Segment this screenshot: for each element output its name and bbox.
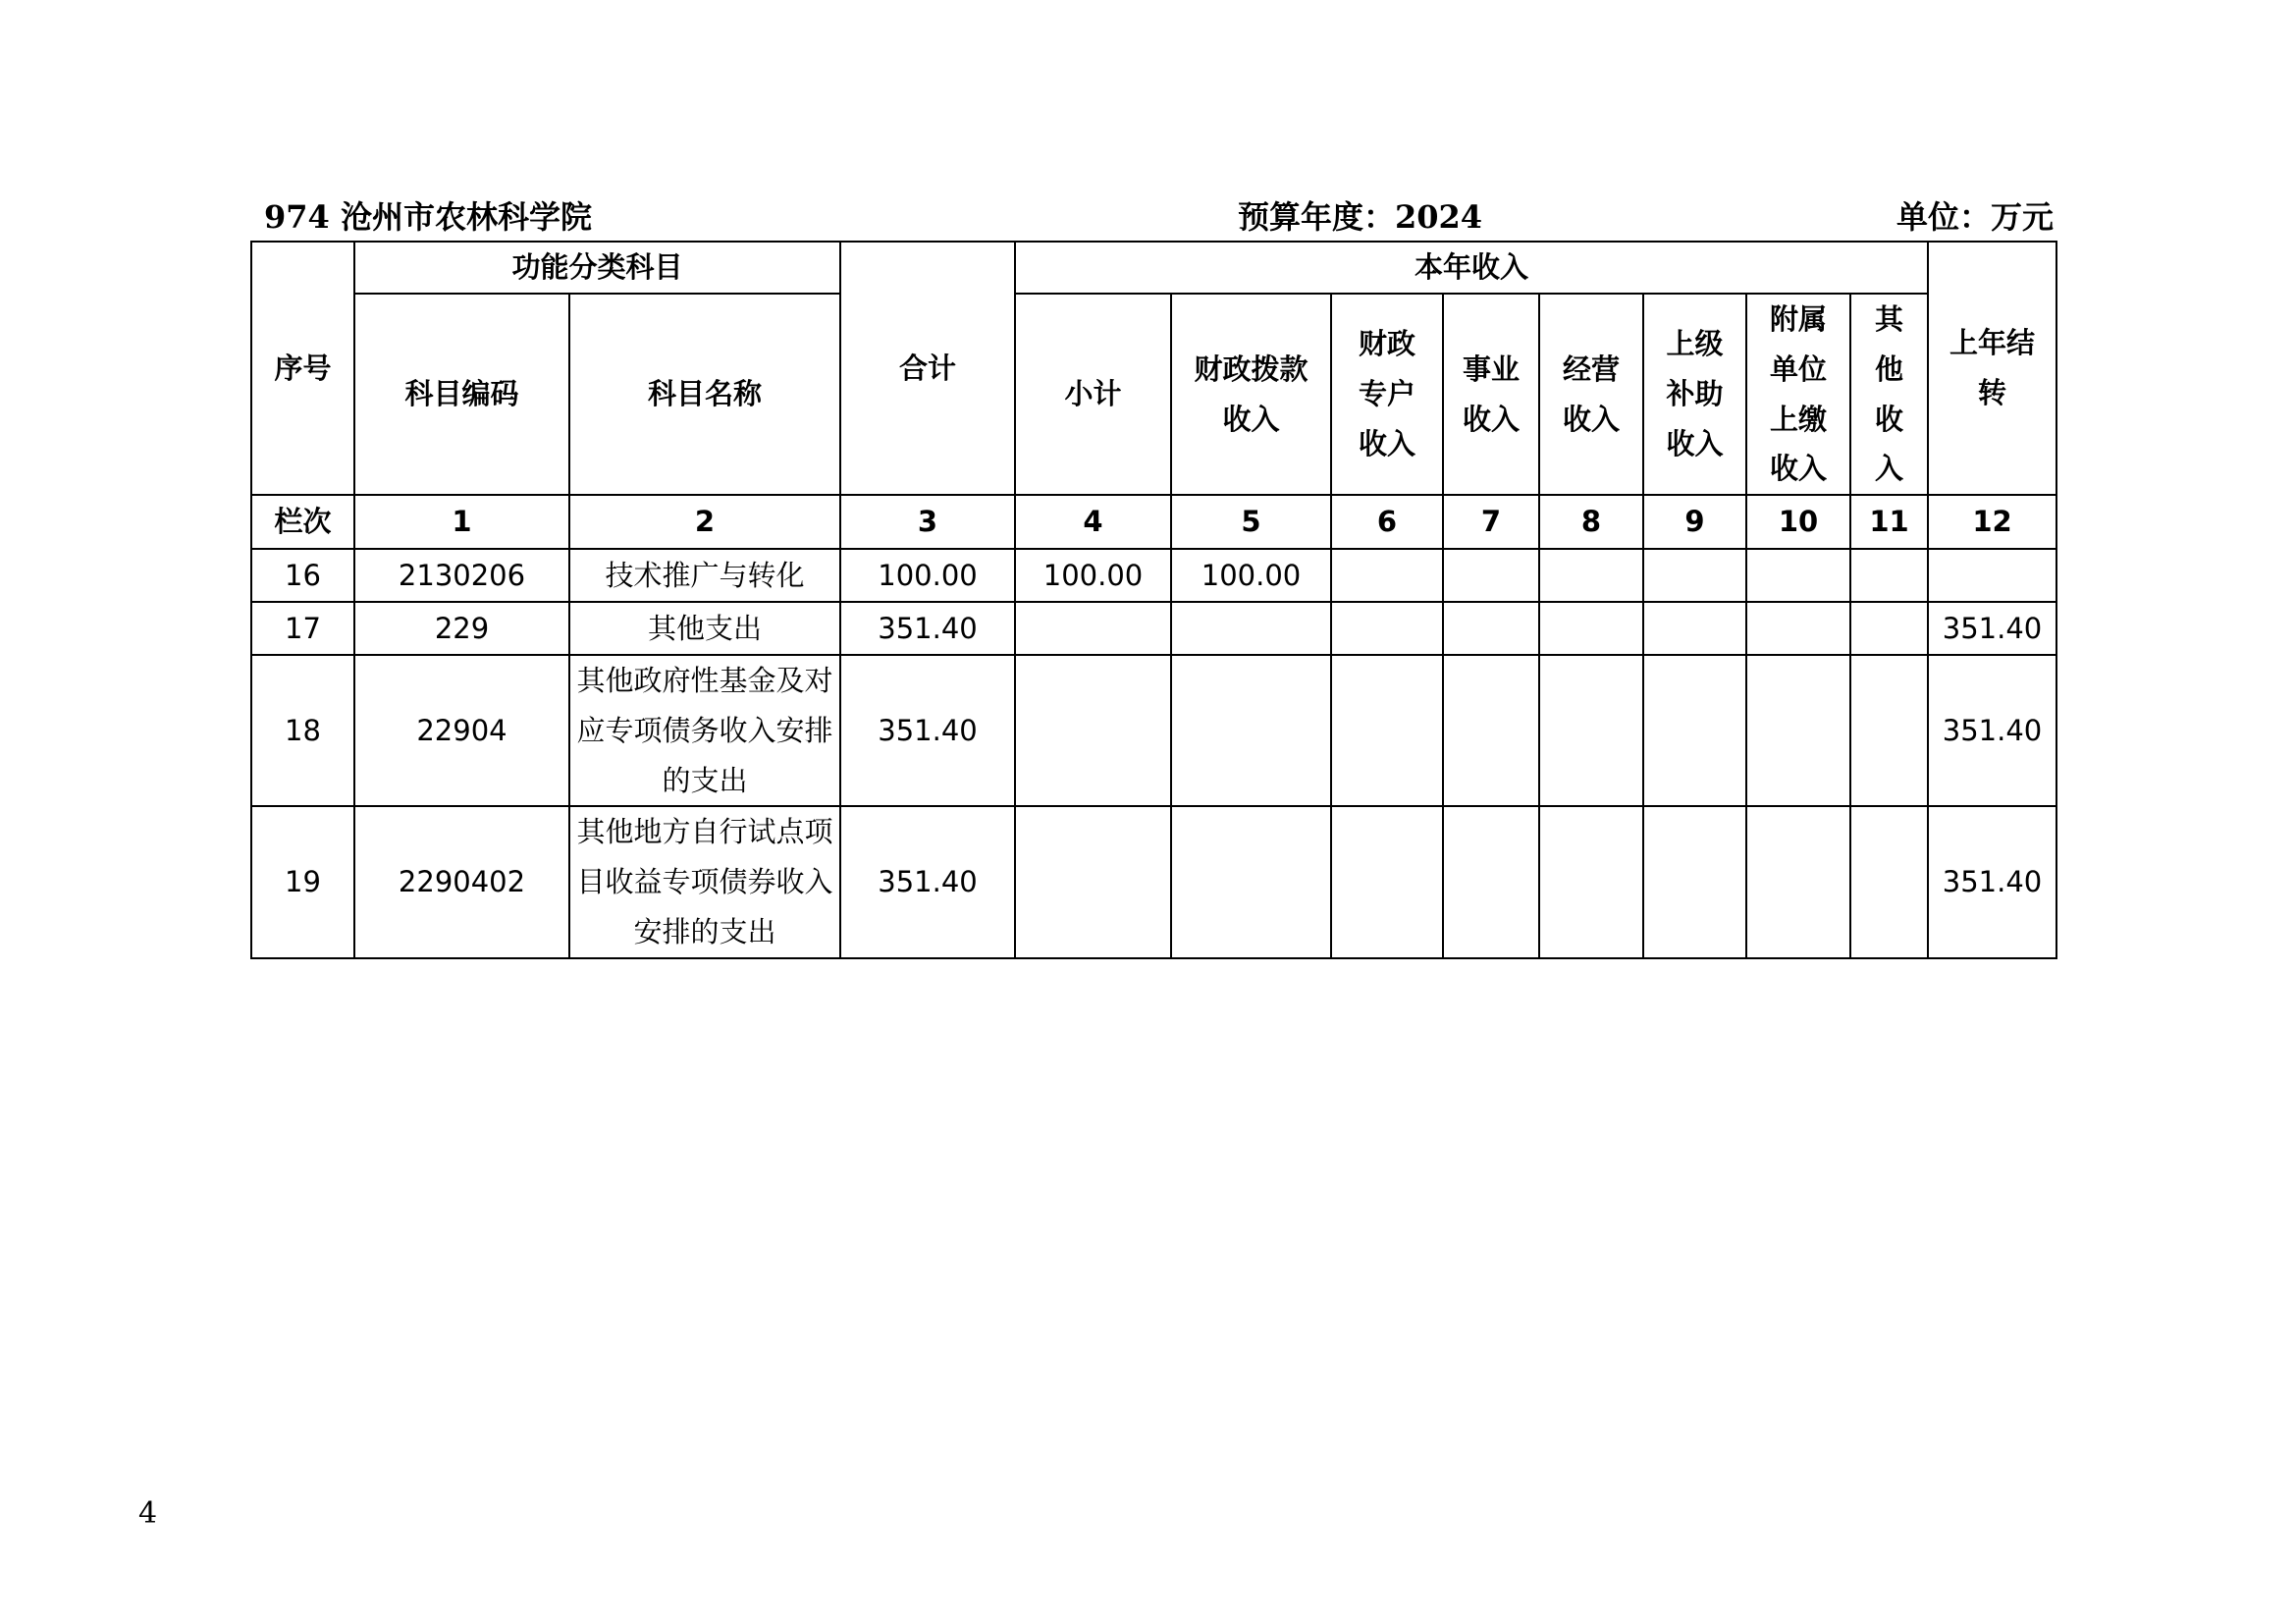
col-seq-header: 序号 [251,242,354,495]
index-col-6: 6 [1331,495,1443,549]
col-affiliated-header [1746,294,1850,495]
col-total-header: 合计 [840,242,1015,495]
cell-fiscal [1171,806,1331,957]
cell-total: 100.00 [840,549,1015,602]
cell-carryover: 351.40 [1928,806,2056,957]
cell-total: 351.40 [840,655,1015,806]
cell-fiscal-special [1331,806,1443,957]
col-operation-header [1539,294,1643,495]
cell-business [1443,655,1539,806]
col-business-header [1443,294,1539,495]
index-row [251,495,2056,549]
index-col-7: 7 [1443,495,1539,549]
cell-seq: 18 [251,655,354,806]
cell-superior [1643,602,1746,655]
index-col-11: 11 [1850,495,1928,549]
cell-subtotal: 100.00 [1015,549,1171,602]
page-header [250,187,2056,236]
cell-business [1443,549,1539,602]
cell-carryover: 351.40 [1928,655,2056,806]
col-superior-label: 上级补助收入 [1666,327,1724,460]
table-row [251,602,2056,655]
cell-total: 351.40 [840,602,1015,655]
cell-affiliated [1746,549,1850,602]
cell-operation [1539,806,1643,957]
cell-name: 技术推广与转化 [569,549,840,602]
cell-fiscal-special [1331,602,1443,655]
cell-fiscal-special [1331,549,1443,602]
header-row-2 [251,294,2056,495]
cell-operation [1539,655,1643,806]
cell-name: 其他支出 [569,602,840,655]
col-other-header [1850,294,1928,495]
cell-superior [1643,655,1746,806]
col-other-label: 其他收入 [1875,302,1904,486]
cell-operation [1539,602,1643,655]
cell-other [1850,549,1928,602]
col-code-header: 科目编码 [354,294,569,495]
cell-code: 22904 [354,655,569,806]
cell-seq: 19 [251,806,354,957]
cell-name: 其他地方自行试点项目收益专项债券收入安排的支出 [569,806,840,957]
cell-code: 229 [354,602,569,655]
page-number: 4 [138,1496,158,1531]
cell-other [1850,806,1928,957]
cell-other [1850,602,1928,655]
cell-name: 其他政府性基金及对应专项债务收入安排的支出 [569,655,840,806]
col-subtotal-header: 小计 [1015,294,1171,495]
header-row-1 [251,242,2056,294]
organization-title: 974 沧州市农林科学院 [264,198,592,236]
col-carryover-header [1928,242,2056,495]
cell-code: 2130206 [354,549,569,602]
cell-affiliated [1746,806,1850,957]
cell-seq: 16 [251,549,354,602]
col-func-group-header: 功能分类科目 [354,242,840,294]
col-fiscal-special-label: 财政专户收入 [1359,327,1416,460]
cell-business [1443,602,1539,655]
cell-fiscal-special [1331,655,1443,806]
col-carryover-label: 上年结转 [1949,326,2036,409]
col-business-label: 事业收入 [1463,352,1521,436]
budget-table [250,241,2057,959]
cell-fiscal: 100.00 [1171,549,1331,602]
col-fiscal-header [1171,294,1331,495]
cell-subtotal [1015,655,1171,806]
cell-superior [1643,549,1746,602]
cell-carryover: 351.40 [1928,602,2056,655]
index-col-4: 4 [1015,495,1171,549]
col-affiliated-label: 附属单位上缴收入 [1770,302,1828,486]
index-col-3: 3 [840,495,1015,549]
cell-carryover [1928,549,2056,602]
cell-fiscal [1171,655,1331,806]
index-col-8: 8 [1539,495,1643,549]
cell-code: 2290402 [354,806,569,957]
index-col-10: 10 [1746,495,1850,549]
index-col-5: 5 [1171,495,1331,549]
cell-subtotal [1015,602,1171,655]
index-col-9: 9 [1643,495,1746,549]
currency-unit: 单位：万元 [1896,198,2054,236]
table-row [251,655,2056,806]
cell-affiliated [1746,655,1850,806]
cell-affiliated [1746,602,1850,655]
col-operation-label: 经营收入 [1563,352,1621,436]
table-row [251,549,2056,602]
cell-operation [1539,549,1643,602]
col-fiscal-special-header [1331,294,1443,495]
cell-fiscal [1171,602,1331,655]
cell-superior [1643,806,1746,957]
cell-subtotal [1015,806,1171,957]
index-col-1: 1 [354,495,569,549]
col-superior-header [1643,294,1746,495]
cell-other [1850,655,1928,806]
table-row [251,806,2056,957]
col-name-header: 科目名称 [569,294,840,495]
cell-total: 351.40 [840,806,1015,957]
col-fiscal-label: 财政拨款收入 [1194,352,1308,436]
budget-year: 预算年度：2024 [1238,198,1483,236]
index-col-12: 12 [1928,495,2056,549]
cell-business [1443,806,1539,957]
cell-seq: 17 [251,602,354,655]
col-income-group-header: 本年收入 [1015,242,1928,294]
index-col-2: 2 [569,495,840,549]
index-row-label: 栏次 [251,495,354,549]
